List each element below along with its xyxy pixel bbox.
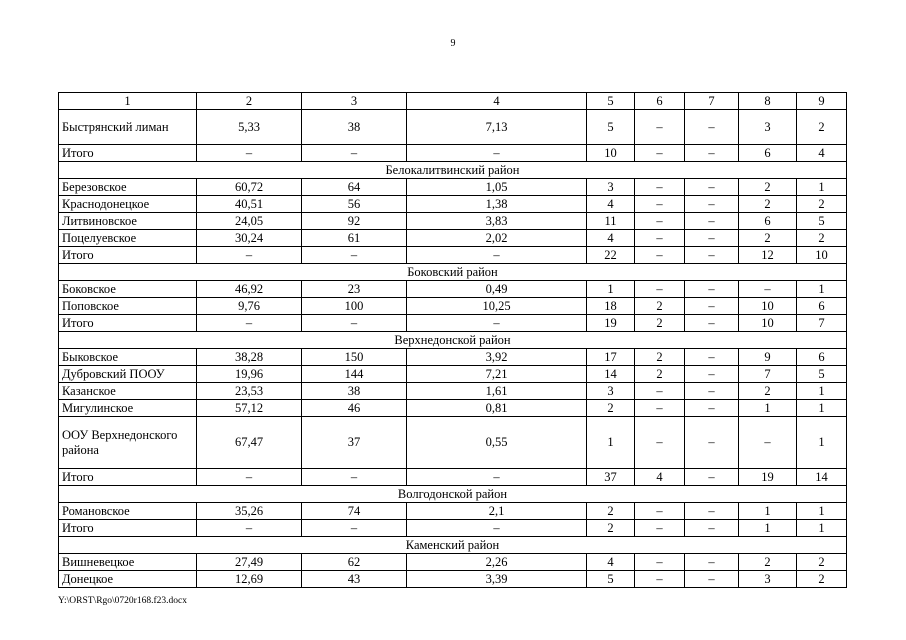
table-row xyxy=(59,400,847,417)
value-cell: 60,72 xyxy=(197,179,302,196)
value-cell: – xyxy=(635,554,685,571)
value-cell: – xyxy=(635,196,685,213)
value-cell: 9,76 xyxy=(197,298,302,315)
row-label-cell: Романовское xyxy=(59,503,197,520)
section-title: Каменский район xyxy=(59,537,847,554)
value-cell: – xyxy=(635,571,685,588)
value-cell: 38,28 xyxy=(197,349,302,366)
table-row xyxy=(59,366,847,383)
value-cell: 2 xyxy=(797,110,847,145)
value-cell: 46,92 xyxy=(197,281,302,298)
value-cell: 150 xyxy=(302,349,407,366)
value-cell: – xyxy=(197,469,302,486)
header-cell: 1 xyxy=(59,93,197,110)
value-cell: 144 xyxy=(302,366,407,383)
value-cell: 2 xyxy=(739,196,797,213)
value-cell: 3 xyxy=(587,179,635,196)
value-cell: 1 xyxy=(797,281,847,298)
value-cell: – xyxy=(197,145,302,162)
value-cell: 3,39 xyxy=(407,571,587,588)
row-label-cell: Литвиновское xyxy=(59,213,197,230)
header-cell: 3 xyxy=(302,93,407,110)
header-cell: 8 xyxy=(739,93,797,110)
value-cell: 10 xyxy=(587,145,635,162)
row-label-cell: Быстрянский лиман xyxy=(59,110,197,145)
value-cell: 5 xyxy=(587,571,635,588)
value-cell: 2 xyxy=(587,520,635,537)
table-body xyxy=(59,110,847,588)
table-row xyxy=(59,298,847,315)
value-cell: – xyxy=(685,298,739,315)
value-cell: – xyxy=(302,247,407,264)
value-cell: 1 xyxy=(739,520,797,537)
value-cell: – xyxy=(685,315,739,332)
value-cell: 12,69 xyxy=(197,571,302,588)
value-cell: 92 xyxy=(302,213,407,230)
value-cell: – xyxy=(685,503,739,520)
value-cell: 23 xyxy=(302,281,407,298)
total-row xyxy=(59,247,847,264)
value-cell: 14 xyxy=(797,469,847,486)
value-cell: 11 xyxy=(587,213,635,230)
value-cell: – xyxy=(685,571,739,588)
value-cell: – xyxy=(685,213,739,230)
value-cell: 46 xyxy=(302,400,407,417)
total-row xyxy=(59,315,847,332)
section-header-row xyxy=(59,537,847,554)
value-cell: 2 xyxy=(739,230,797,247)
header-cell: 7 xyxy=(685,93,739,110)
value-cell: 6 xyxy=(797,349,847,366)
row-label-cell: Итого xyxy=(59,469,197,486)
section-title: Волгодонской район xyxy=(59,486,847,503)
value-cell: 2,02 xyxy=(407,230,587,247)
value-cell: 5 xyxy=(797,366,847,383)
value-cell: – xyxy=(685,383,739,400)
footer-file-path: Y:\ORST\Rgo\0720r168.f23.docx xyxy=(58,596,187,606)
value-cell: 10 xyxy=(739,298,797,315)
table-row xyxy=(59,196,847,213)
value-cell: 2,1 xyxy=(407,503,587,520)
value-cell: – xyxy=(685,281,739,298)
value-cell: – xyxy=(635,281,685,298)
value-cell: 2 xyxy=(635,349,685,366)
value-cell: 2 xyxy=(797,196,847,213)
value-cell: – xyxy=(739,417,797,469)
value-cell: 3,83 xyxy=(407,213,587,230)
section-header-row xyxy=(59,162,847,179)
value-cell: – xyxy=(197,247,302,264)
value-cell: 1 xyxy=(739,503,797,520)
value-cell: 10 xyxy=(797,247,847,264)
value-cell: 1 xyxy=(797,520,847,537)
value-cell: 4 xyxy=(587,554,635,571)
header-cell: 5 xyxy=(587,93,635,110)
value-cell: 57,12 xyxy=(197,400,302,417)
value-cell: – xyxy=(407,469,587,486)
section-title: Верхнедонской район xyxy=(59,332,847,349)
value-cell: 38 xyxy=(302,383,407,400)
value-cell: – xyxy=(407,247,587,264)
value-cell: – xyxy=(407,145,587,162)
header-cell: 4 xyxy=(407,93,587,110)
value-cell: 1 xyxy=(797,383,847,400)
value-cell: – xyxy=(685,145,739,162)
value-cell: – xyxy=(407,315,587,332)
value-cell: 2 xyxy=(739,554,797,571)
value-cell: 2 xyxy=(635,315,685,332)
value-cell: 2 xyxy=(635,366,685,383)
value-cell: 35,26 xyxy=(197,503,302,520)
row-label-cell: Донецкое xyxy=(59,571,197,588)
value-cell: 1 xyxy=(739,400,797,417)
value-cell: 23,53 xyxy=(197,383,302,400)
total-row xyxy=(59,145,847,162)
section-title: Боковский район xyxy=(59,264,847,281)
value-cell: 1 xyxy=(797,503,847,520)
value-cell: 2 xyxy=(587,400,635,417)
value-cell: – xyxy=(685,110,739,145)
value-cell: – xyxy=(302,469,407,486)
value-cell: 4 xyxy=(587,196,635,213)
value-cell: 3 xyxy=(739,110,797,145)
value-cell: 2,26 xyxy=(407,554,587,571)
value-cell: – xyxy=(635,145,685,162)
value-cell: – xyxy=(685,179,739,196)
value-cell: 37 xyxy=(587,469,635,486)
row-label-cell: Итого xyxy=(59,520,197,537)
total-row xyxy=(59,520,847,537)
header-cell: 6 xyxy=(635,93,685,110)
header-cell: 2 xyxy=(197,93,302,110)
value-cell: – xyxy=(635,503,685,520)
value-cell: – xyxy=(685,469,739,486)
value-cell: 3,92 xyxy=(407,349,587,366)
value-cell: 74 xyxy=(302,503,407,520)
table-row xyxy=(59,554,847,571)
value-cell: 0,55 xyxy=(407,417,587,469)
row-label-cell: Итого xyxy=(59,247,197,264)
value-cell: 1,61 xyxy=(407,383,587,400)
value-cell: – xyxy=(635,179,685,196)
table-row xyxy=(59,179,847,196)
value-cell: 2 xyxy=(587,503,635,520)
row-label-cell: ООУ Верхнедонского района xyxy=(59,417,197,469)
value-cell: 9 xyxy=(739,349,797,366)
value-cell: 1,38 xyxy=(407,196,587,213)
value-cell: 7 xyxy=(739,366,797,383)
value-cell: 7,21 xyxy=(407,366,587,383)
row-label-cell: Боковское xyxy=(59,281,197,298)
value-cell: 37 xyxy=(302,417,407,469)
value-cell: 19 xyxy=(739,469,797,486)
value-cell: 64 xyxy=(302,179,407,196)
value-cell: – xyxy=(635,520,685,537)
section-title: Белокалитвинский район xyxy=(59,162,847,179)
value-cell: 12 xyxy=(739,247,797,264)
row-label-cell: Вишневецкое xyxy=(59,554,197,571)
value-cell: – xyxy=(197,520,302,537)
value-cell: 18 xyxy=(587,298,635,315)
value-cell: 62 xyxy=(302,554,407,571)
value-cell: 0,81 xyxy=(407,400,587,417)
value-cell: 7,13 xyxy=(407,110,587,145)
value-cell: 6 xyxy=(739,145,797,162)
value-cell: 10,25 xyxy=(407,298,587,315)
value-cell: 30,24 xyxy=(197,230,302,247)
value-cell: 1 xyxy=(587,417,635,469)
page-number: 9 xyxy=(450,38,456,49)
value-cell: 22 xyxy=(587,247,635,264)
value-cell: – xyxy=(302,520,407,537)
row-label-cell: Итого xyxy=(59,145,197,162)
value-cell: – xyxy=(685,417,739,469)
header-cell: 9 xyxy=(797,93,847,110)
value-cell: 2 xyxy=(635,298,685,315)
row-label-cell: Поцелуевское xyxy=(59,230,197,247)
value-cell: – xyxy=(635,247,685,264)
value-cell: 5,33 xyxy=(197,110,302,145)
value-cell: 1 xyxy=(797,417,847,469)
value-cell: – xyxy=(685,349,739,366)
value-cell: 19,96 xyxy=(197,366,302,383)
value-cell: – xyxy=(197,315,302,332)
value-cell: 100 xyxy=(302,298,407,315)
district-data-table xyxy=(58,92,847,588)
table-row xyxy=(59,230,847,247)
row-label-cell: Мигулинское xyxy=(59,400,197,417)
value-cell: 4 xyxy=(587,230,635,247)
value-cell: – xyxy=(635,110,685,145)
value-cell: – xyxy=(635,400,685,417)
value-cell: – xyxy=(685,247,739,264)
table-row xyxy=(59,281,847,298)
row-label-cell: Казанское xyxy=(59,383,197,400)
table-row xyxy=(59,213,847,230)
value-cell: 6 xyxy=(739,213,797,230)
value-cell: 0,49 xyxy=(407,281,587,298)
value-cell: 40,51 xyxy=(197,196,302,213)
value-cell: 6 xyxy=(797,298,847,315)
value-cell: 4 xyxy=(797,145,847,162)
value-cell: 43 xyxy=(302,571,407,588)
value-cell: 1 xyxy=(797,400,847,417)
table-row xyxy=(59,383,847,400)
table-row xyxy=(59,349,847,366)
value-cell: – xyxy=(685,366,739,383)
value-cell: 1 xyxy=(587,281,635,298)
value-cell: – xyxy=(302,315,407,332)
value-cell: 24,05 xyxy=(197,213,302,230)
value-cell: – xyxy=(685,196,739,213)
row-label-cell: Итого xyxy=(59,315,197,332)
table-row xyxy=(59,571,847,588)
value-cell: – xyxy=(635,230,685,247)
value-cell: 56 xyxy=(302,196,407,213)
value-cell: – xyxy=(739,281,797,298)
value-cell: – xyxy=(302,145,407,162)
value-cell: 19 xyxy=(587,315,635,332)
value-cell: 7 xyxy=(797,315,847,332)
value-cell: – xyxy=(407,520,587,537)
value-cell: 14 xyxy=(587,366,635,383)
value-cell: 17 xyxy=(587,349,635,366)
value-cell: – xyxy=(635,213,685,230)
total-row xyxy=(59,469,847,486)
value-cell: 27,49 xyxy=(197,554,302,571)
row-label-cell: Березовское xyxy=(59,179,197,196)
value-cell: – xyxy=(685,554,739,571)
table-header-row xyxy=(59,93,847,110)
value-cell: 67,47 xyxy=(197,417,302,469)
value-cell: – xyxy=(685,520,739,537)
value-cell: – xyxy=(685,230,739,247)
table-row xyxy=(59,503,847,520)
value-cell: – xyxy=(635,417,685,469)
section-header-row xyxy=(59,264,847,281)
value-cell: 4 xyxy=(635,469,685,486)
row-label-cell: Дубровский ПООУ xyxy=(59,366,197,383)
row-label-cell: Поповское xyxy=(59,298,197,315)
value-cell: 5 xyxy=(587,110,635,145)
value-cell: – xyxy=(635,383,685,400)
row-label-cell: Краснодонецкое xyxy=(59,196,197,213)
value-cell: 3 xyxy=(739,571,797,588)
row-label-cell: Быковское xyxy=(59,349,197,366)
value-cell: 1 xyxy=(797,179,847,196)
table-row xyxy=(59,417,847,469)
table-row xyxy=(59,110,847,145)
value-cell: 38 xyxy=(302,110,407,145)
value-cell: 2 xyxy=(797,230,847,247)
value-cell: 3 xyxy=(587,383,635,400)
section-header-row xyxy=(59,332,847,349)
value-cell: 5 xyxy=(797,213,847,230)
value-cell: 2 xyxy=(739,383,797,400)
value-cell: – xyxy=(685,400,739,417)
value-cell: 61 xyxy=(302,230,407,247)
value-cell: 2 xyxy=(797,571,847,588)
value-cell: 10 xyxy=(739,315,797,332)
value-cell: 2 xyxy=(797,554,847,571)
value-cell: 2 xyxy=(739,179,797,196)
value-cell: 1,05 xyxy=(407,179,587,196)
section-header-row xyxy=(59,486,847,503)
